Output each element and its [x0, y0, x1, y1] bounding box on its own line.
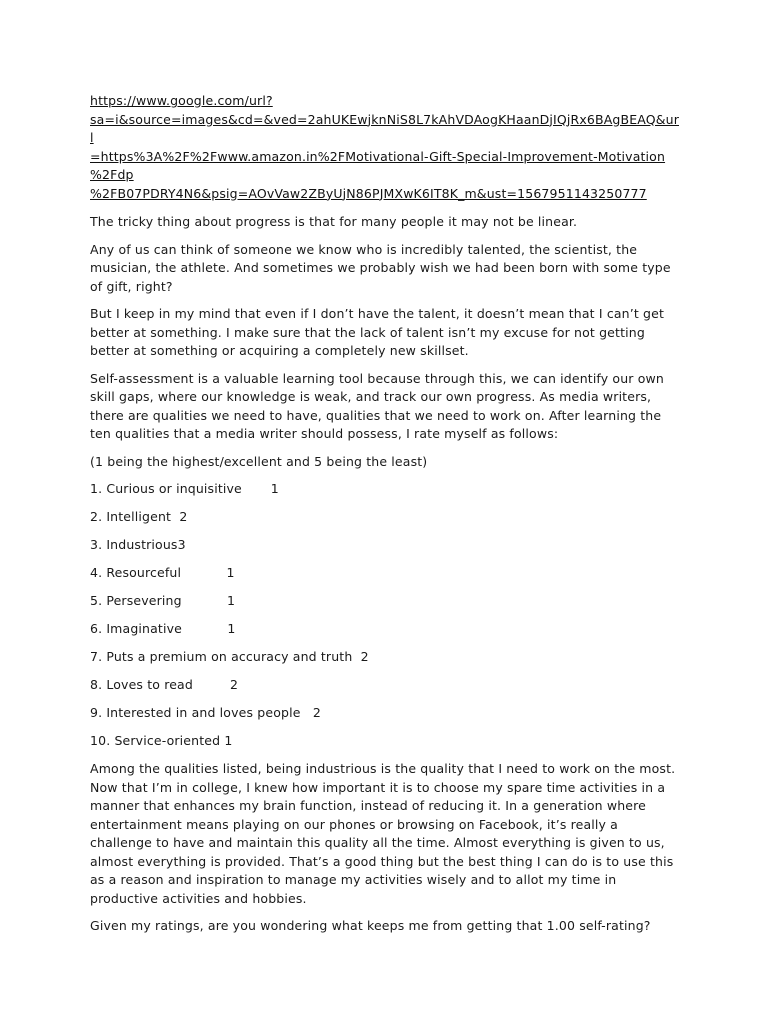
link-line[interactable]: sa=i&source=images&cd=&ved=2ahUKEwjknNiS8L7kAhVDAogKHaanDjIQjRx6BAgBEAQ&url [90, 111, 679, 145]
paragraph: The tricky thing about progress is that for many people it may not be linear. [90, 214, 578, 229]
link-line[interactable]: %2FB07PDRY4N6&psig=AOvVaw2ZByUjN86PJMXwK6IT8K_m&ust=1567951143250777 [90, 185, 647, 201]
rating-item: 3. Industrious3 [90, 537, 186, 552]
rating-scale-note: (1 being the highest/excellent and 5 being the least) [90, 453, 428, 469]
link-line[interactable]: =https%3A%2F%2Fwww.amazon.in%2FMotivational-Gift-Special-Improvement-Motivation [90, 148, 666, 164]
rating-item: 1. Curious or inquisitive 1 [90, 481, 279, 496]
paragraph: Among the qualities listed, being industrious is the quality that I need to work on the most. Now that I’m in college, I knew how important it is to choose my spare time activities in a manner that enhances my brain function, instead of reducing it. In a generation where entertainment means playing on our phones or browsing on Facebook, it’s really a challenge to have and maintain this quality all the time. Almost everything is given to us, almost everything is provided. That’s a good thing but the best thing I can do is to use this as a reason and inspiration to manage my activities wisely and to allot my time in productive activities and hobbies. [90, 761, 676, 906]
rating-item: 4. Resourceful 1 [90, 565, 235, 580]
paragraph: But I keep in my mind that even if I don’t have the talent, it doesn’t mean that I can’t get better at something. I make sure that the lack of talent isn’t my excuse for not getting better at something or acquiring a completely new skillset. [90, 306, 664, 358]
rating-item: 10. Service-oriented 1 [90, 733, 233, 748]
rating-item: 2. Intelligent 2 [90, 509, 188, 524]
link-line[interactable]: %2Fdp [90, 167, 134, 182]
paragraph: Given my ratings, are you wondering what keeps me from getting that 1.00 self-rating? [90, 918, 651, 933]
paragraph: Self-assessment is a valuable learning tool because through this, we can identify our own skill gaps, where our knowledge is weak, and track our own progress. As media writers, there are qualities we need to have, qualities that we need to work on. After learning the ten qualities that a media writer should possess, I rate myself as follows: [90, 370, 664, 441]
source-link[interactable] [90, 92, 680, 203]
paragraph: Any of us can think of someone we know who is incredibly talented, the scientist, the musician, the athlete. And sometimes we probably wish we had been born with some type of gift, right? [90, 241, 671, 294]
rating-item: 7. Puts a premium on accuracy and truth 2 [90, 649, 369, 664]
link-line[interactable]: https://www.google.com/url? [90, 93, 273, 108]
rating-item: 6. Imaginative 1 [90, 621, 236, 636]
rating-item: 5. Persevering 1 [90, 593, 236, 608]
rating-item: 8. Loves to read 2 [90, 677, 239, 692]
rating-item: 9. Interested in and loves people 2 [90, 705, 322, 720]
